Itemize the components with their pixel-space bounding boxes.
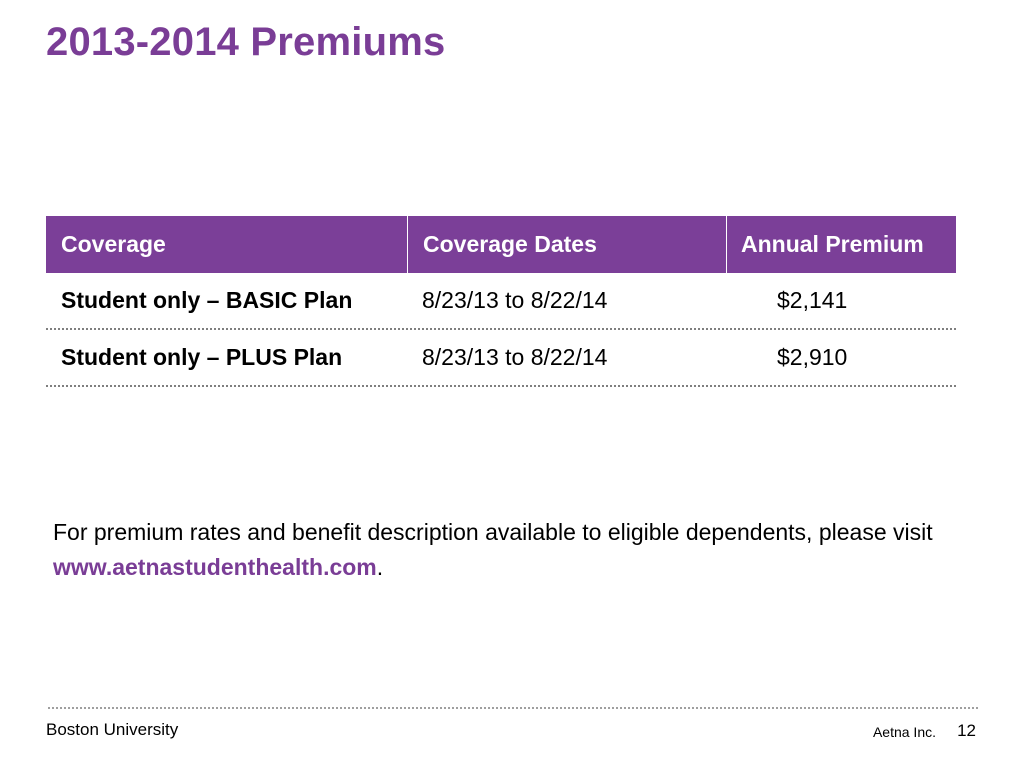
dependents-note	[53, 515, 963, 585]
footer-institution: Boston University	[46, 720, 179, 739]
column-header-coverage-dates: Coverage Dates	[407, 216, 726, 273]
table-header-row	[46, 216, 956, 273]
cell-annual-premium: $2,141	[777, 287, 848, 313]
footer-divider	[48, 707, 978, 709]
premium-table	[46, 216, 956, 387]
cell-coverage-dates: 8/23/13 to 8/22/14	[422, 287, 608, 313]
footer-company: Aetna Inc.	[872, 724, 936, 740]
cell-coverage: Student only – BASIC Plan	[61, 287, 353, 313]
table-row	[46, 330, 956, 387]
note-text: For premium rates and benefit description available to eligible dependents, please visit	[53, 519, 933, 545]
website-link[interactable]: www.aetnastudenthealth.com	[53, 554, 377, 580]
cell-coverage: Student only – PLUS Plan	[61, 344, 343, 370]
page-title: 2013-2014 Premiums	[46, 20, 446, 64]
page-number: 12	[957, 721, 976, 740]
cell-annual-premium: $2,910	[777, 344, 848, 370]
cell-coverage-dates: 8/23/13 to 8/22/14	[422, 344, 608, 370]
column-header-annual-premium: Annual Premium	[726, 216, 956, 273]
column-header-coverage: Coverage	[61, 231, 166, 257]
table-row	[46, 273, 956, 330]
note-period: .	[376, 554, 384, 580]
